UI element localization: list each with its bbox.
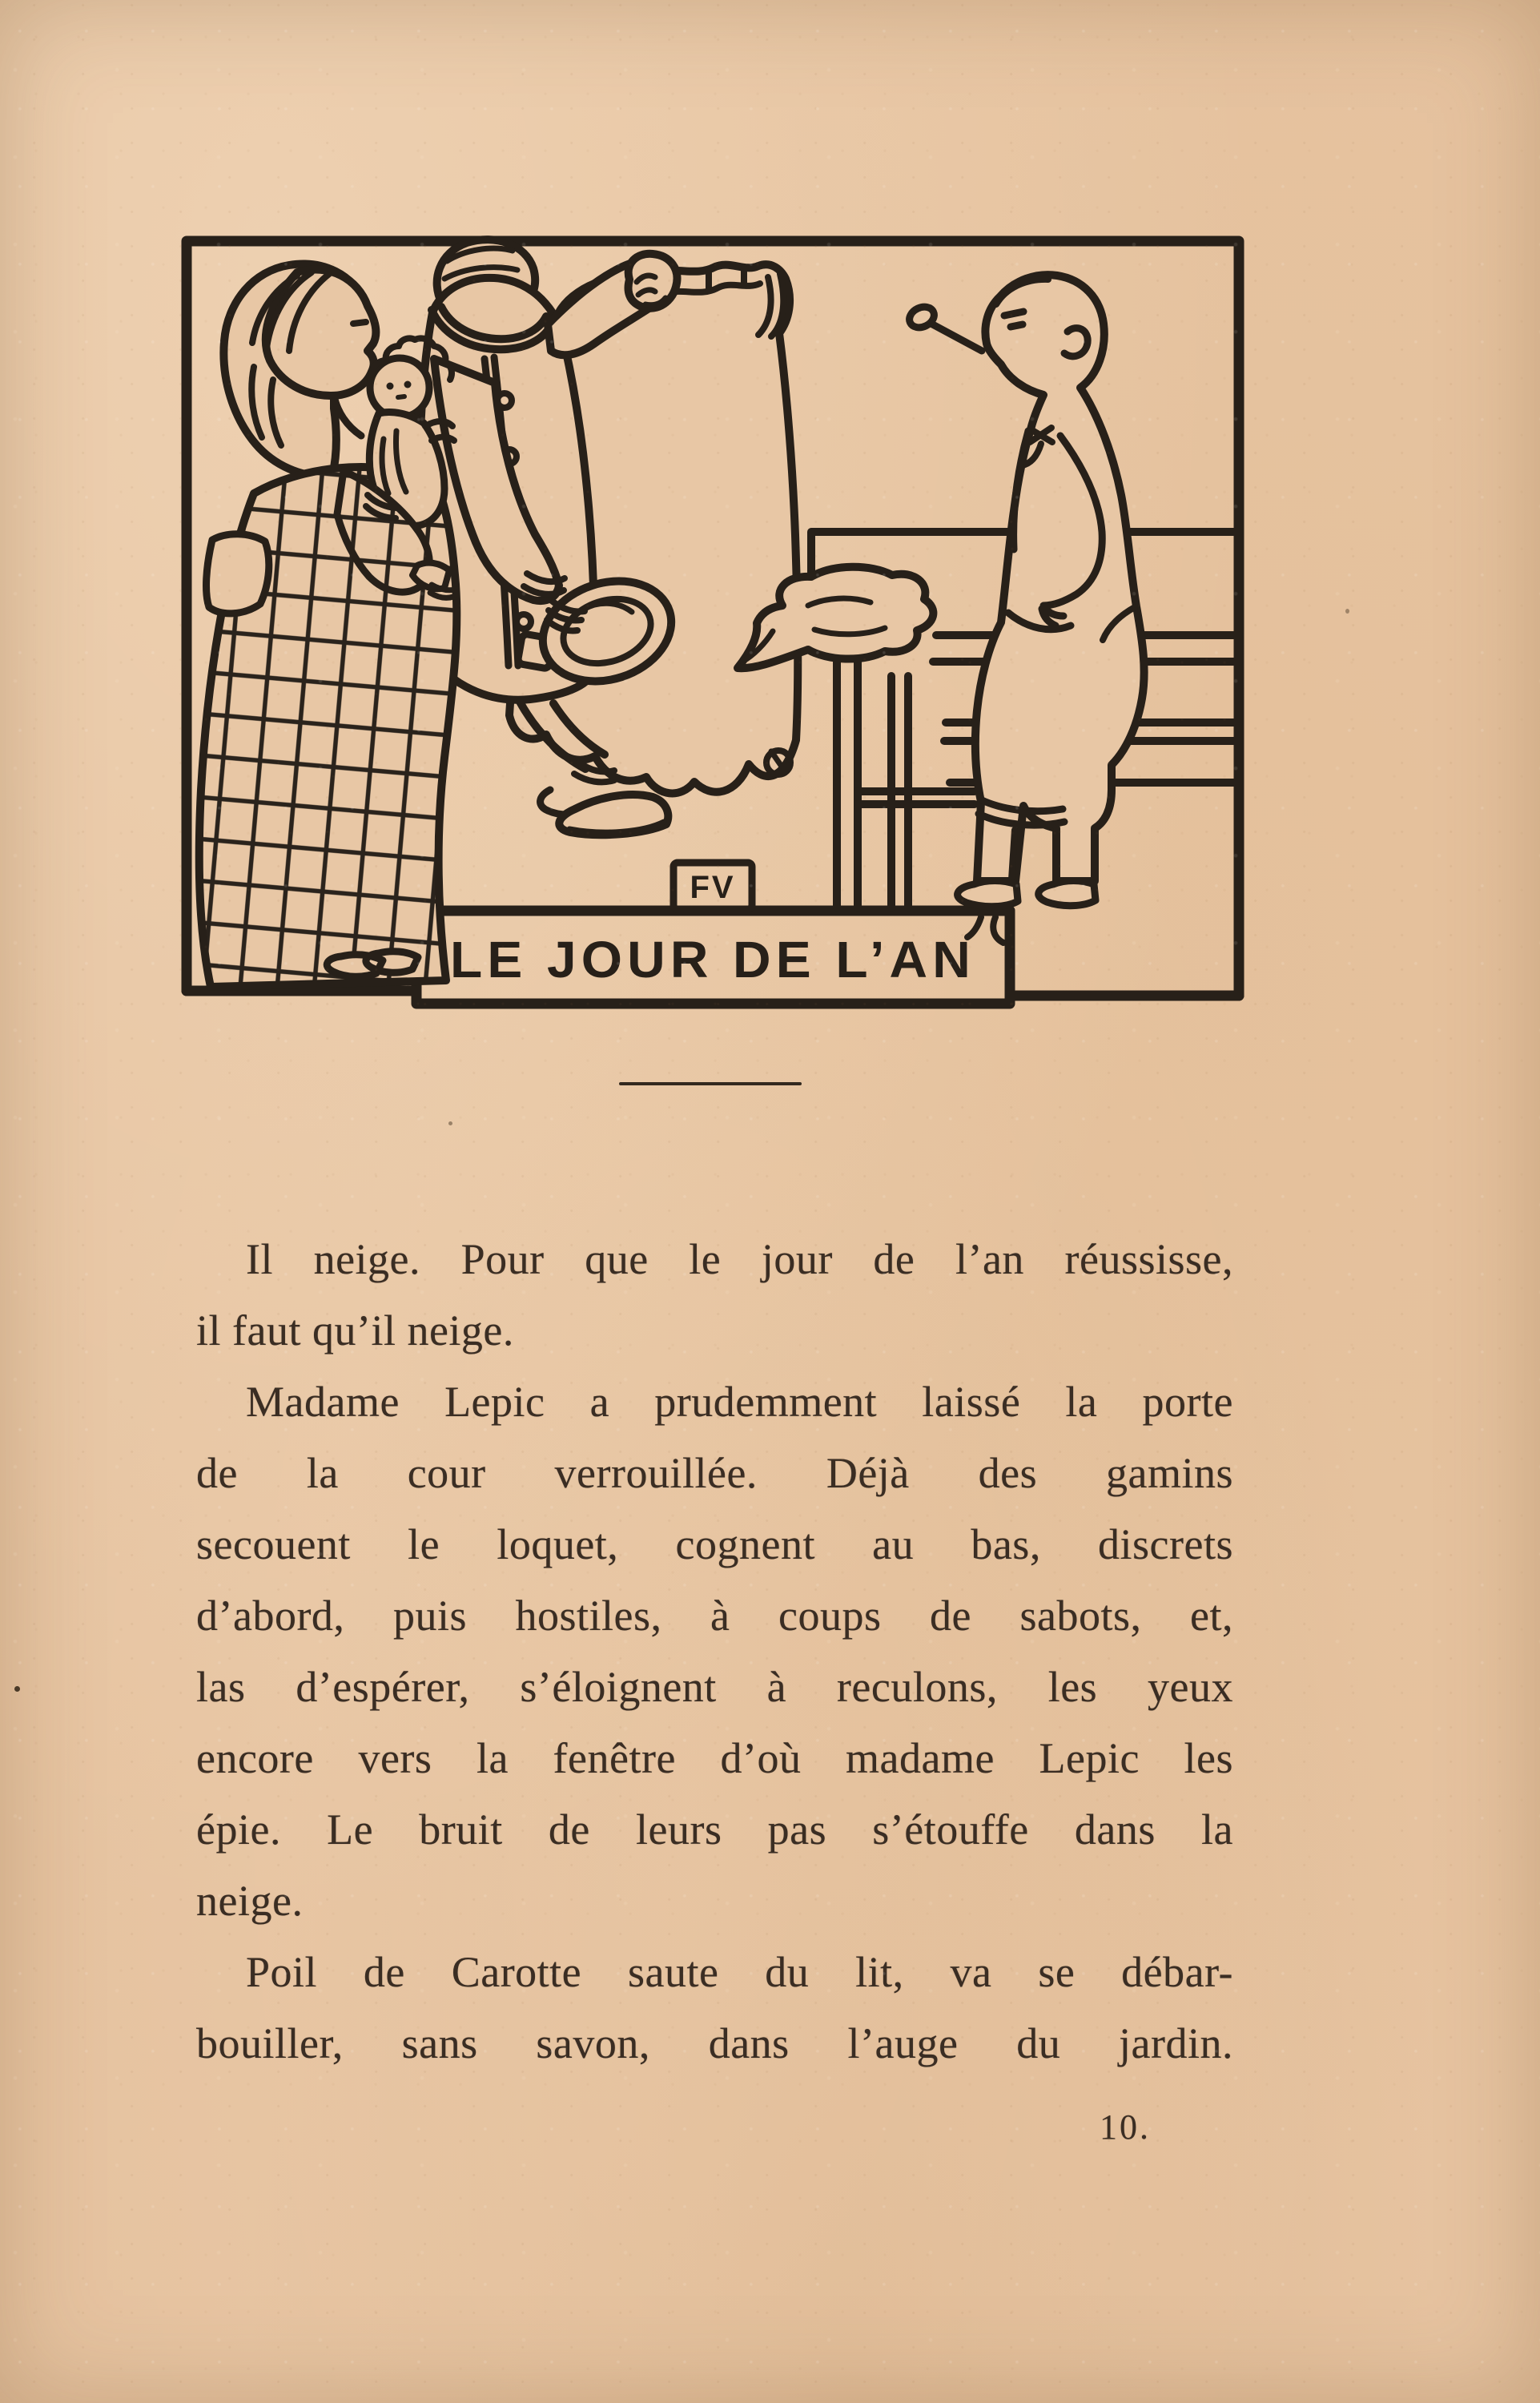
text-line: bouiller, sans savon, dans l’auge du jardin.	[196, 2019, 1233, 2067]
body-text	[196, 1224, 1233, 2079]
text-line: Madame Lepic a prudemment laissé la porte	[246, 1378, 1233, 1426]
text-line: il faut qu’il neige.	[196, 1306, 514, 1354]
text-line: épie. Le bruit de leurs pas s’étouffe dans la	[196, 1805, 1233, 1854]
illustration-title: LE JOUR DE L’AN	[450, 931, 975, 988]
paper-speck	[14, 1686, 20, 1692]
text-line: Poil de Carotte saute du lit, va se débar-	[246, 1948, 1233, 1996]
table-stretcher	[858, 791, 975, 804]
pipe-stem	[928, 322, 982, 351]
text-line: de la cour verrouillée. Déjà des gamins	[196, 1449, 1233, 1497]
woodcut-illustration	[177, 231, 1248, 1017]
text-line: Il neige. Pour que le jour de l’an réussisse,	[246, 1235, 1233, 1283]
paper-speck	[448, 1121, 452, 1125]
text-line: las d’espérer, s’éloignent à reculons, les yeux	[196, 1663, 1233, 1711]
girl-shoes	[327, 952, 418, 977]
monogram-box	[673, 863, 752, 909]
boy-figure	[906, 275, 1144, 907]
doll-head	[370, 358, 429, 417]
text-line: secouent le loquet, cognent au bas, discrets	[196, 1520, 1233, 1568]
signature-number: 10.	[1100, 2107, 1151, 2147]
paper-speck	[1345, 609, 1349, 614]
apron-fold	[207, 534, 269, 614]
girl-eye	[353, 322, 366, 324]
monogram-text: FV	[690, 870, 736, 905]
boy-shoes	[958, 881, 1096, 907]
text-line: neige.	[196, 1877, 304, 1925]
girl-figure	[199, 264, 457, 987]
section-divider-rule	[619, 1082, 802, 1085]
text-line: encore vers la fenêtre d’où madame Lepic les	[196, 1734, 1233, 1782]
table-legs	[837, 655, 908, 908]
text-line: d’abord, puis hostiles, à coups de sabots, et,	[196, 1592, 1233, 1640]
